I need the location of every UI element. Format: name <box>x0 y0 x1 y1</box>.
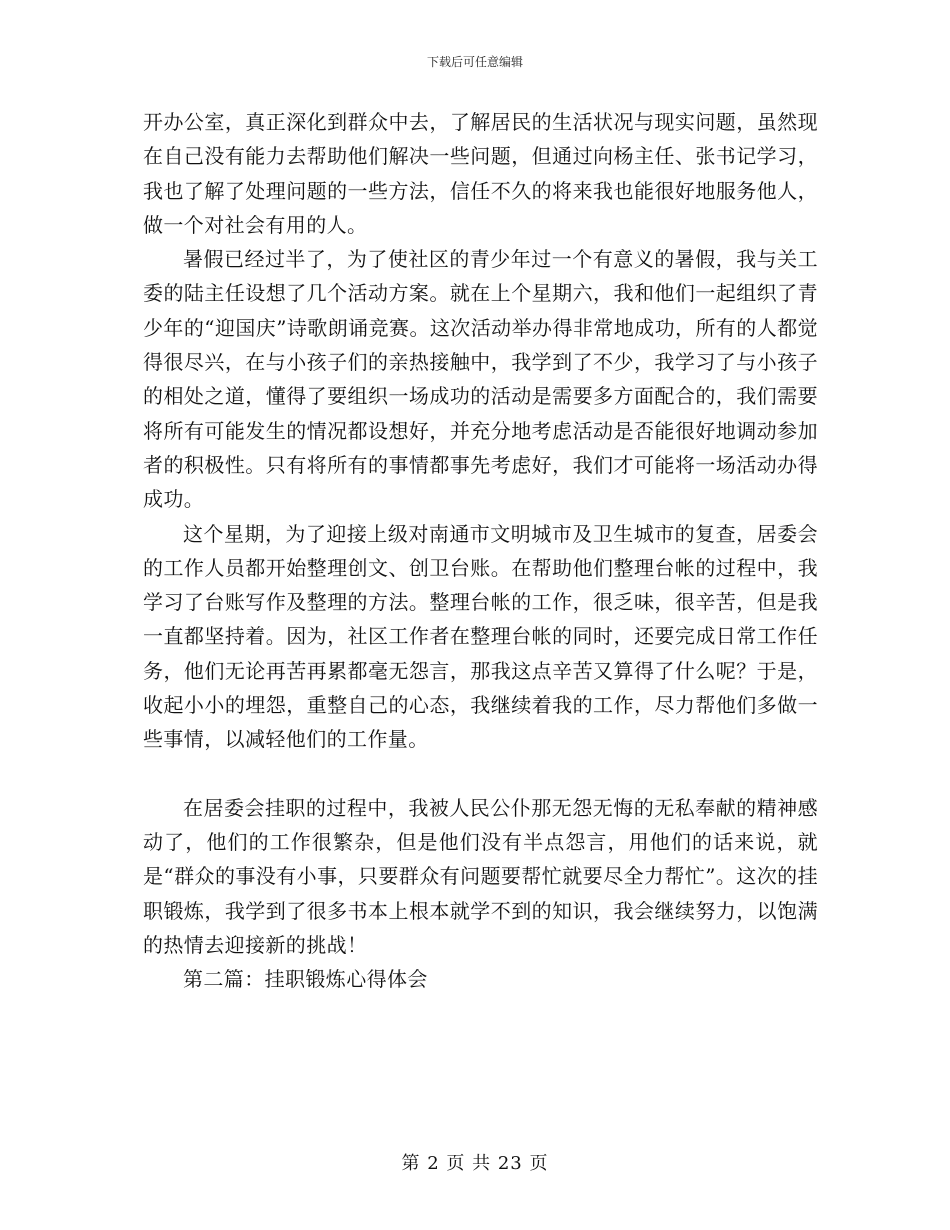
section-heading: 第二篇：挂职锻炼心得体会 <box>183 967 428 992</box>
paragraph-4: 在居委会挂职的过程中，我被人民公仆那无怨无悔的无私奉献的精神感动了，他们的工作很繁杂，但是他们没有半点怨言，用他们的话来说，就是“群众的事没有小事，只要群众有问题要帮忙就要尽全力帮忙”。这次的挂职锻炼，我学到了很多书本上根本就学不到的知识，我会继续努力，以饱满的热情去迎接新的挑战！ <box>143 795 818 957</box>
page-footer: 第 2 页 共 23 页 <box>401 1153 549 1174</box>
page-header: 下载后可任意编辑 <box>426 55 523 69</box>
paragraph-2: 暑假已经过半了，为了使社区的青少年过一个有意义的暑假，我与关工委的陆主任设想了几个活动方案。就在上个星期六，我和他们一起组织了青少年的“迎国庆”诗歌朗诵竞赛。这次活动举办得非常地成功，所有的人都觉得很尽兴，在与小孩子们的亲热接触中，我学到了不少，我学习了与小孩子的相处之道，懂得了要组织一场成功的活动是需要多方面配合的，我们需要将所有可能发生的情况都设想好，并充分地考虑活动是否能很好地调动参加者的积极性。只有将所有的事情都事先考虑好，我们才可能将一场活动办得成功。 <box>143 247 818 512</box>
document-body <box>143 105 818 996</box>
paragraph-1: 开办公室，真正深化到群众中去，了解居民的生活状况与现实问题，虽然现在自己没有能力去帮助他们解决一些问题，但通过向杨主任、张书记学习，我也了解了处理问题的一些方法，信任不久的将来我也能很好地服务他人，做一个对社会有用的人。 <box>143 110 818 237</box>
paragraph-3: 这个星期，为了迎接上级对南通市文明城市及卫生城市的复查，居委会的工作人员都开始整理创文、创卫台账。在帮助他们整理台帐的过程中，我学习了台账写作及整理的方法。整理台帐的工作，很乏味，很辛苦，但是我一直都坚持着。因为，社区工作者在整理台帐的同时，还要完成日常工作任务，他们无论再苦再累都毫无怨言，那我这点辛苦又算得了什么呢？于是，收起小小的埋怨，重整自己的心态，我继续着我的工作，尽力帮他们多做一些事情，以减轻他们的工作量。 <box>143 521 818 752</box>
